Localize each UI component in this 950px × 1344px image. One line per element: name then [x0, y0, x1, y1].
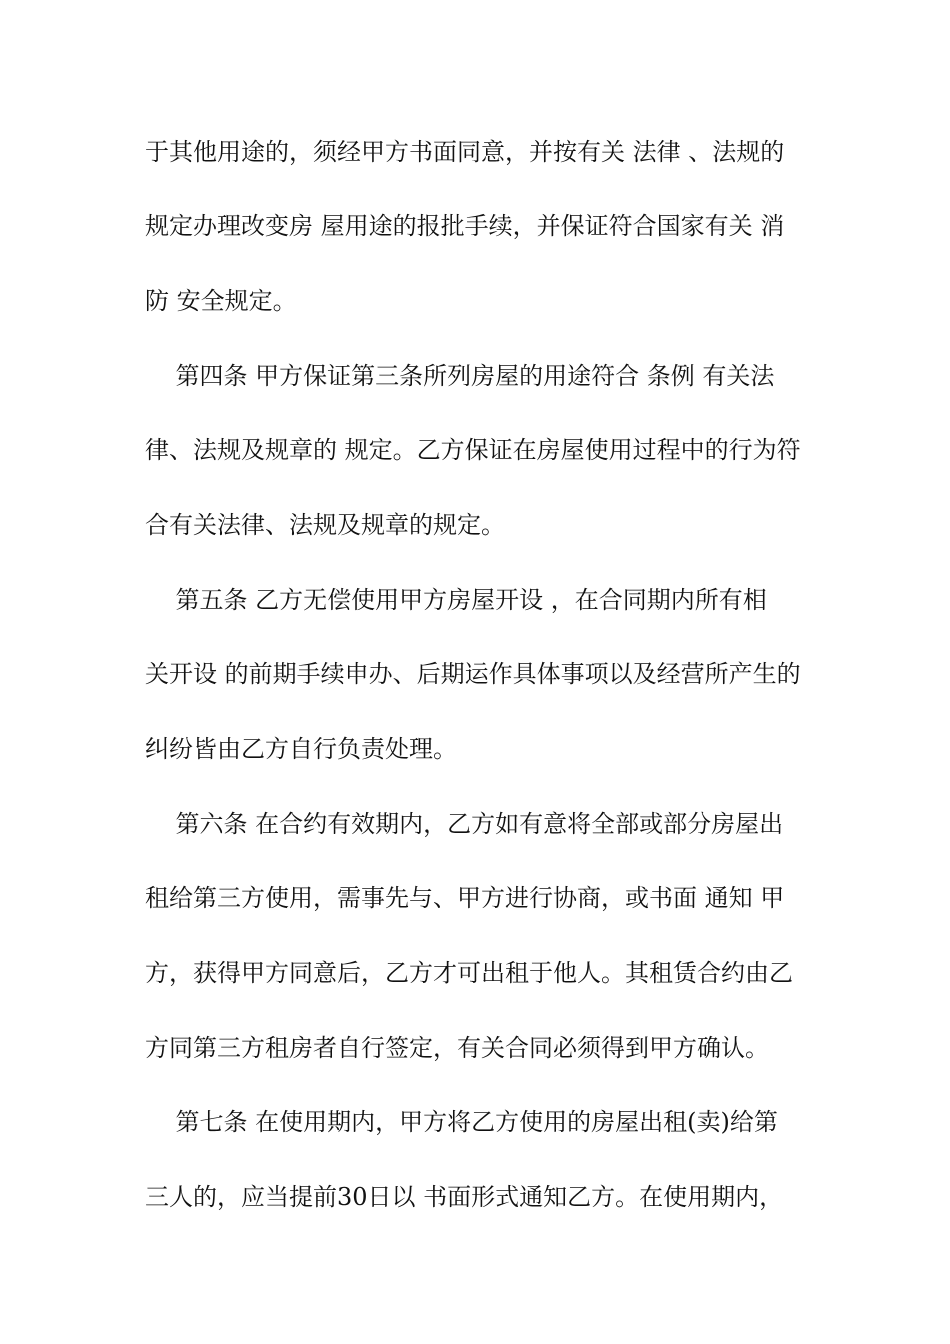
- text-line: 关开设 的前期手续申办、后期运作具体事项以及经营所产生的: [145, 660, 801, 688]
- text-line: 纠纷皆由乙方自行负责处理。: [145, 735, 457, 763]
- text-line: 防 安全规定。: [145, 287, 297, 315]
- text-line: 方同第三方租房者自行签定，有关合同必须得到甲方确认。: [145, 1034, 769, 1062]
- text-line: 租给第三方使用，需事先与、甲方进行协商，或书面 通知 甲: [145, 884, 785, 912]
- text-line: 第六条 在合约有效期内，乙方如有意将全部或部分房屋出: [145, 810, 784, 838]
- text-line: 于其他用途的，须经甲方书面同意，并按有关 法律 、法规的: [145, 138, 785, 166]
- text-line: 合有关法律、法规及规章的规定。: [145, 511, 505, 539]
- text-line: 律、法规及规章的 规定。乙方保证在房屋使用过程中的行为符: [145, 436, 801, 464]
- text-line: 第七条 在使用期内，甲方将乙方使用的房屋出租(卖)给第: [145, 1108, 778, 1136]
- text-line: 第四条 甲方保证第三条所列房屋的用途符合 条例 有关法: [145, 362, 775, 390]
- text-line: 规定办理改变房 屋用途的报批手续，并保证符合国家有关 消: [145, 212, 785, 240]
- text-line: 第五条 乙方无偿使用甲方房屋开设 ，在合同期内所有相: [145, 586, 767, 614]
- text-line: 三人的，应当提前30日以 书面形式通知乙方。在使用期内，: [145, 1183, 784, 1211]
- text-line: 方，获得甲方同意后，乙方才可出租于他人。其租赁合约由乙: [145, 959, 793, 987]
